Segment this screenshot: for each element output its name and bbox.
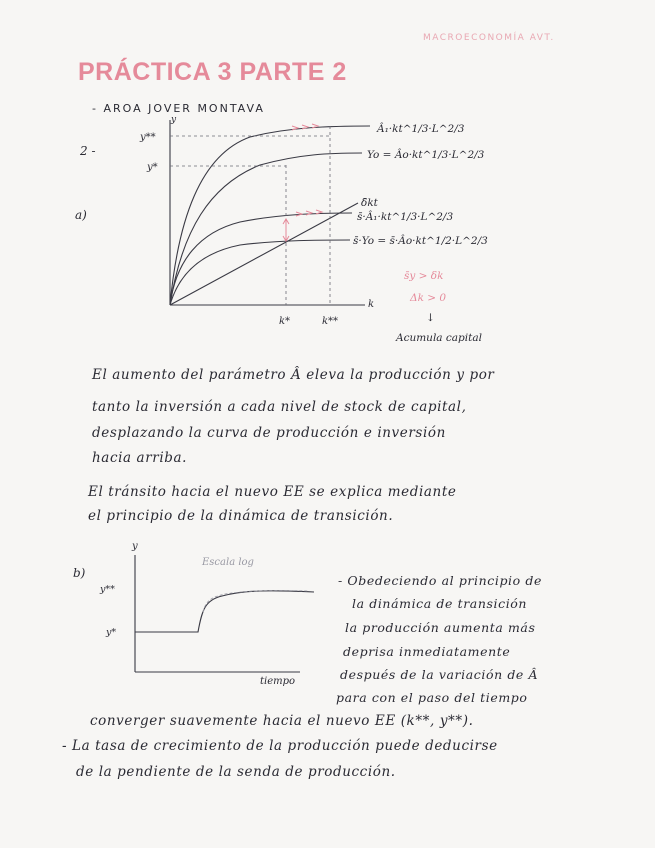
subject-tag: MACROECONOMÍA AVT. xyxy=(423,33,555,43)
old-production-label: Yo = Âo·kt^1/3·L^2/3 xyxy=(367,149,485,161)
y-star-tick: y* xyxy=(147,162,158,173)
paragraph-2-line-1: El tránsito hacia el nuevo EE se explica mediante xyxy=(88,484,457,500)
old-investment-label: s̄·Yo = s̄·Âo·kt^1/2·L^2/3 xyxy=(353,235,488,247)
graph-a-y-label: y xyxy=(171,115,177,125)
author-line: - AROA JOVER MONTAVA xyxy=(92,102,265,115)
part-b-side-line-2: la dinámica de transición xyxy=(352,596,528,611)
part-b-line-1: converger suavemente hacia el nuevo EE (k**, y**). xyxy=(90,713,474,729)
paragraph-1-line-3: desplazando la curva de producción e inversión xyxy=(92,425,446,441)
paragraph-1-line-4: hacia arriba. xyxy=(92,450,188,466)
down-arrow-icon: ↓ xyxy=(426,312,435,324)
log-scale-note: Escala log xyxy=(202,557,254,568)
smooth-guide-curve xyxy=(203,590,308,612)
condition-savings: s̄y > δk xyxy=(404,270,444,282)
question-number: 2 - xyxy=(80,144,96,158)
part-b-side-line-1: - Obedeciendo al principio de xyxy=(338,573,542,588)
paragraph-2-line-2: el principio de la dinámica de transición. xyxy=(88,508,394,524)
graph-b-y-star: y* xyxy=(106,627,117,638)
new-investment-label: s̄·Â₁·kt^1/3·L^2/3 xyxy=(357,211,454,223)
accumulates-capital-note: Acumula capital xyxy=(396,332,482,344)
part-b-side-line-5: después de la variación de Â xyxy=(340,667,539,682)
output-time-path xyxy=(135,591,314,632)
graph-b-y-label: y xyxy=(132,541,138,552)
k-star-tick: k* xyxy=(279,316,291,327)
part-b-line-3: de la pendiente de la senda de producción. xyxy=(76,764,396,780)
part-b-side-line-6: para con el paso del tiempo xyxy=(336,690,528,705)
page-title: PRÁCTICA 3 PARTE 2 xyxy=(78,58,347,86)
paragraph-1-line-2: tanto la inversión a cada nivel de stock de capital, xyxy=(92,399,467,415)
part-b-side-line-4: deprisa inmediatamente xyxy=(343,644,511,659)
part-b-line-2: - La tasa de crecimiento de la producción puede deducirse xyxy=(62,738,498,754)
condition-capital: Δk > 0 xyxy=(410,292,447,304)
graph-a-x-label: k xyxy=(368,299,375,310)
k-star-star-tick: k** xyxy=(322,316,339,327)
graph-b-x-label: tiempo xyxy=(260,676,296,687)
paragraph-1-line-1: El aumento del parámetro Â eleva la producción y por xyxy=(92,367,495,383)
part-b-label: b) xyxy=(73,566,86,580)
y-star-star-tick: y** xyxy=(140,132,156,143)
depreciation-label: δ̄kt xyxy=(361,197,378,209)
part-b-side-line-3: la producción aumenta más xyxy=(345,620,536,635)
graph-b-y-star-star: y** xyxy=(100,584,115,595)
new-production-label: Â₁·kt^1/3·L^2/3 xyxy=(377,123,465,135)
part-a-label: a) xyxy=(75,208,87,222)
